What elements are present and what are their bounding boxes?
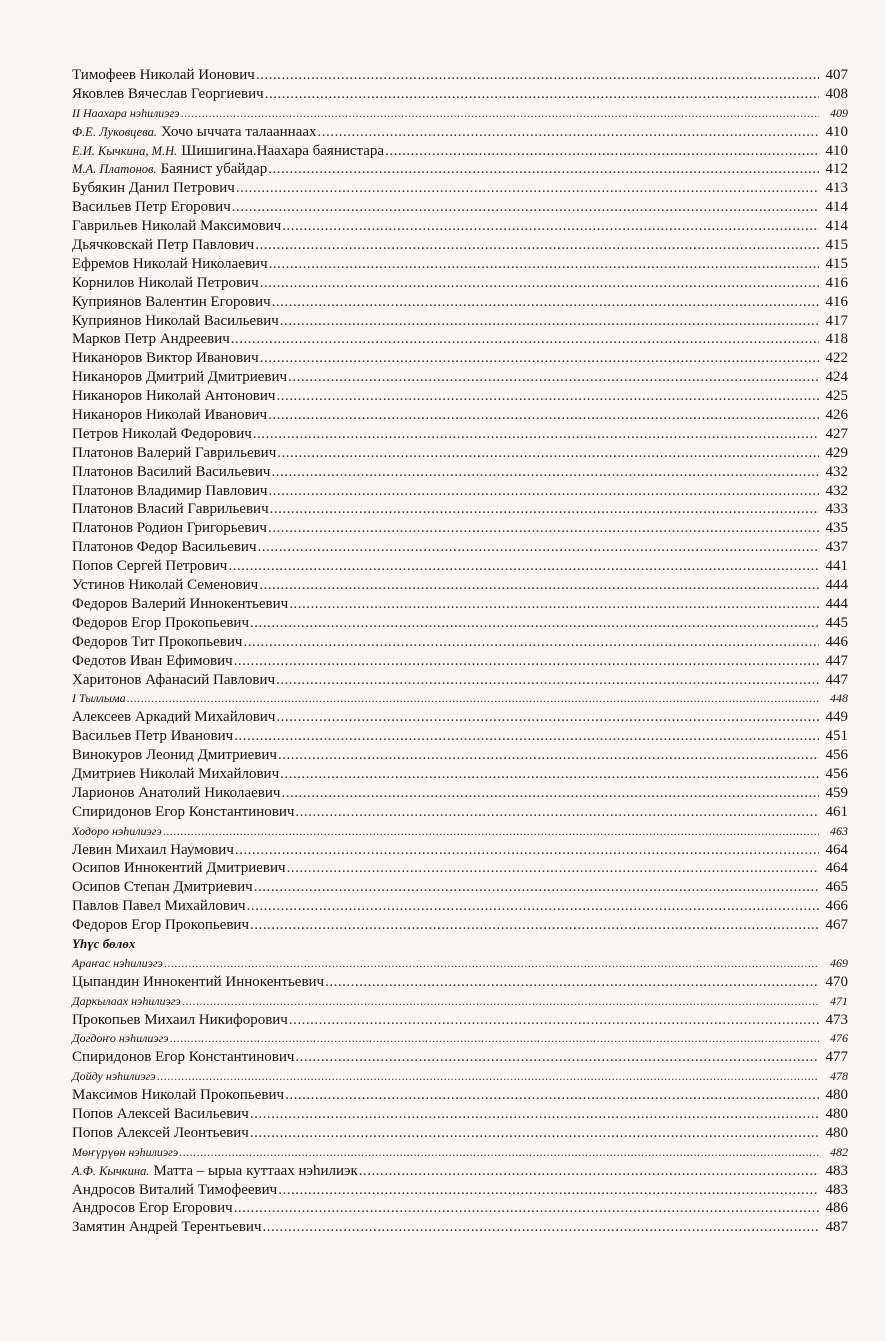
- toc-entry-row: [72, 897, 848, 916]
- toc-page-number: 429: [825, 444, 848, 461]
- dot-leader: [281, 784, 819, 803]
- toc-page-number: 477: [825, 1049, 848, 1066]
- dot-leader: [257, 538, 819, 557]
- dot-leader: [276, 387, 819, 406]
- toc-page-number: 417: [825, 312, 848, 329]
- toc-page-number: 471: [830, 993, 848, 1008]
- dot-leader: [260, 349, 819, 368]
- toc-entry-title: Дьячковскай Петр Павлович: [72, 237, 255, 254]
- toc-entry-title: Спиридонов Егор Константинович: [72, 803, 295, 820]
- toc-page-number: 461: [825, 803, 848, 820]
- dot-leader: [295, 803, 819, 822]
- toc-page-number: 467: [825, 917, 848, 934]
- toc-entry-title: Андросов Виталий Тимофеевич: [72, 1181, 278, 1198]
- toc-entry-title: Ефремов Николай Николаевич: [72, 255, 268, 272]
- toc-entry-row: [72, 142, 848, 161]
- toc-entry-row: [72, 444, 848, 463]
- dot-leader: [287, 859, 819, 878]
- dot-leader: [250, 1105, 819, 1124]
- toc-entry-row: [72, 519, 848, 538]
- toc-page-number: 432: [825, 463, 848, 480]
- dot-leader: [250, 916, 819, 935]
- toc-entry-row: [72, 1218, 848, 1237]
- dot-leader: [157, 1067, 819, 1086]
- dot-leader: [127, 689, 819, 708]
- toc-page-number: 463: [830, 823, 848, 838]
- toc-entry-row: [72, 1199, 848, 1218]
- toc-page-number: 464: [825, 860, 848, 877]
- toc-entry-title: Тимофеев Николай Ионович: [72, 67, 255, 83]
- dot-leader: [272, 293, 819, 312]
- toc-page-number: 433: [825, 501, 848, 518]
- toc-entry-title: Платонов Валерий Гаврильевич: [72, 444, 277, 461]
- toc-page-number: 416: [825, 274, 848, 291]
- toc-entry-title: Догдоҥо нэһилиэгэ: [72, 1031, 169, 1046]
- section-heading: Үһүс бөлөх: [72, 935, 136, 951]
- toc-entry-title: Павлов Павел Михайлович: [72, 898, 246, 915]
- toc-page-number: 446: [825, 633, 848, 650]
- toc-entry-row: [72, 217, 848, 236]
- toc-entry-row: [72, 274, 848, 293]
- toc-entry-row: [72, 614, 848, 633]
- toc-page-number: 456: [825, 765, 848, 782]
- toc-subsection-row: [72, 1029, 848, 1048]
- dot-leader: [234, 727, 819, 746]
- dot-leader: [280, 765, 819, 784]
- toc-entry-author: Ф.Е. Луковцева.: [72, 124, 157, 139]
- toc-entry-title: Марков Петр Андреевич: [72, 331, 230, 348]
- dot-leader: [268, 519, 819, 538]
- toc-page-number: 415: [825, 237, 848, 254]
- toc-entry-row: [72, 160, 848, 179]
- dot-leader: [181, 104, 819, 123]
- toc-entry-title: Гаврильев Николай Максимович: [72, 218, 282, 235]
- dot-leader: [295, 1048, 819, 1067]
- toc-entry-row: [72, 671, 848, 690]
- toc-page-number: 407: [825, 67, 848, 83]
- toc-page-number: 435: [825, 520, 848, 537]
- toc-entry-title: Попов Сергей Петрович: [72, 558, 228, 575]
- toc-entry-title: Петров Николай Федорович: [72, 425, 252, 442]
- toc-page-number: 415: [825, 255, 848, 272]
- dot-leader: [325, 973, 819, 992]
- toc-entry-row: [72, 66, 848, 85]
- toc-entry-title: Цыпандин Иннокентий Иннокентьевич: [72, 973, 325, 990]
- toc-page-number: 483: [825, 1181, 848, 1198]
- dot-leader: [163, 822, 819, 841]
- toc-entry-row: [72, 803, 848, 822]
- dot-leader: [250, 614, 819, 633]
- toc-entry-row: [72, 330, 848, 349]
- dot-leader: [280, 312, 819, 331]
- toc-entry-title: Араҥас нэһилиэгэ: [72, 955, 163, 970]
- dot-leader: [385, 142, 819, 161]
- toc-entry-title: Шишигина.Наахара баянистара: [181, 142, 385, 159]
- toc-entry-title: Платонов Владимир Павлович: [72, 482, 268, 499]
- toc-entry-row: [72, 1181, 848, 1200]
- toc-entry-title: Хочо ыччата талааннаах: [160, 123, 317, 140]
- toc-entry-title: Харитонов Афанасий Павлович: [72, 671, 276, 688]
- toc-page-number: 448: [830, 691, 848, 706]
- dot-leader: [235, 841, 819, 860]
- toc-entry-title: Яковлев Вячеслав Георгиевич: [72, 85, 264, 102]
- toc-entry-title: Платонов Родион Григорьевич: [72, 520, 267, 537]
- toc-entry-row: [72, 859, 848, 878]
- toc-page-number: 408: [825, 85, 848, 102]
- toc-entry-row: [72, 538, 848, 557]
- toc-subsection-row: [72, 104, 848, 123]
- toc-entry-title: Попов Алексей Леонтьевич: [72, 1124, 249, 1141]
- dot-leader: [288, 368, 819, 387]
- toc-entry-row: [72, 841, 848, 860]
- toc-page-number: 444: [825, 595, 848, 612]
- dot-leader: [170, 1029, 819, 1048]
- toc-page-number: 480: [825, 1087, 848, 1104]
- toc-entry-row: [72, 179, 848, 198]
- toc-page-number: 447: [825, 671, 848, 688]
- toc-entry-author: А.Ф. Кычкина.: [72, 1163, 150, 1178]
- toc-entry-row: [72, 198, 848, 217]
- toc-entry-row: [72, 1086, 848, 1105]
- toc-entry-row: [72, 236, 848, 255]
- dot-leader: [271, 463, 819, 482]
- toc-page-number: 478: [830, 1069, 848, 1084]
- toc-entry-title: Ходоро нэһилиэгэ: [72, 823, 162, 838]
- toc-page-number: 413: [825, 180, 848, 197]
- toc-page-number: 414: [825, 218, 848, 235]
- toc-entry-title: Максимов Николай Прокопьевич: [72, 1087, 285, 1104]
- toc-entry-row: [72, 255, 848, 274]
- dot-leader: [268, 406, 819, 425]
- toc-entry-row: [72, 746, 848, 765]
- toc-page-number: 410: [825, 123, 848, 140]
- dot-leader: [276, 671, 819, 690]
- toc-entry-title: Никаноров Виктор Иванович: [72, 350, 259, 367]
- toc-entry-title: Даркылаах нэһилиэгэ: [72, 993, 181, 1008]
- toc-page-number: 418: [825, 331, 848, 348]
- toc-entry-row: [72, 406, 848, 425]
- toc-entry-title: Осипов Степан Дмитриевич: [72, 879, 253, 896]
- toc-page-number: 464: [825, 841, 848, 858]
- toc-page-number: 424: [825, 369, 848, 386]
- toc-page-number: 410: [825, 142, 848, 159]
- toc-page-number: 444: [825, 577, 848, 594]
- toc-entry-title: Васильев Петр Егорович: [72, 199, 231, 216]
- toc-entry-title: Бубякин Данил Петрович: [72, 180, 235, 197]
- toc-page-number: 437: [825, 539, 848, 556]
- toc-entry-title: Васильев Петр Иванович: [72, 728, 234, 745]
- toc-page-number: 480: [825, 1105, 848, 1122]
- dot-leader: [232, 198, 819, 217]
- toc-entry-row: [72, 123, 848, 142]
- dot-leader: [278, 1181, 819, 1200]
- dot-leader: [282, 217, 819, 236]
- toc-page-number: 409: [830, 105, 848, 120]
- toc-page-number: 456: [825, 747, 848, 764]
- toc-entry-title: Куприянов Валентин Егорович: [72, 293, 271, 310]
- toc-entry-title: Попов Алексей Васильевич: [72, 1105, 249, 1122]
- toc-page-number: 441: [825, 558, 848, 575]
- toc-page-number: 447: [825, 652, 848, 669]
- toc-entry-row: [72, 595, 848, 614]
- toc-page-number: 486: [825, 1200, 848, 1217]
- dot-leader: [254, 878, 819, 897]
- toc-page-number: 469: [830, 955, 848, 970]
- toc-page-number: 451: [825, 728, 848, 745]
- dot-leader: [289, 1011, 819, 1030]
- toc-entry-title: Никаноров Дмитрий Дмитриевич: [72, 369, 288, 386]
- toc-page-number: 466: [825, 898, 848, 915]
- toc-entry-title: Федоров Валерий Иннокентьевич: [72, 595, 289, 612]
- toc-entry-row: [72, 368, 848, 387]
- toc-entry-title: Мөҥүрүөн нэһилиэгэ: [72, 1144, 179, 1159]
- toc-entry-title: Винокуров Леонид Дмитриевич: [72, 747, 277, 764]
- dot-leader: [276, 708, 819, 727]
- toc-entry-row: [72, 765, 848, 784]
- toc-entry-title: Ларионов Анатолий Николаевич: [72, 784, 281, 801]
- dot-leader: [260, 274, 819, 293]
- toc-entry-title: Платонов Федор Васильевич: [72, 539, 257, 556]
- dot-leader: [318, 123, 819, 142]
- toc-entry-title: Дмитриев Николай Михайлович: [72, 765, 280, 782]
- toc-subsection-row: [72, 1067, 848, 1086]
- toc-entry-row: [72, 1124, 848, 1143]
- table-of-contents: [72, 66, 848, 1237]
- toc-entry-row: [72, 500, 848, 519]
- toc-entry-row: [72, 1048, 848, 1067]
- toc-entry-title: Федотов Иван Ефимович: [72, 652, 233, 669]
- dot-leader: [256, 66, 819, 85]
- dot-leader: [268, 482, 819, 501]
- toc-entry-title: Левин Михаил Наумович: [72, 841, 234, 858]
- toc-entry-row: [72, 387, 848, 406]
- dot-leader: [270, 500, 819, 519]
- dot-leader: [285, 1086, 819, 1105]
- toc-page-number: 473: [825, 1011, 848, 1028]
- toc-entry-title: Матта – ырыа куттаах нэһилиэк: [153, 1162, 358, 1179]
- toc-page-number: 427: [825, 425, 848, 442]
- dot-leader: [259, 576, 819, 595]
- toc-page-number: 465: [825, 879, 848, 896]
- dot-leader: [359, 1162, 819, 1181]
- toc-page-number: 480: [825, 1124, 848, 1141]
- toc-entry-title: Федоров Тит Прокопьевич: [72, 633, 243, 650]
- toc-entry-title: Прокопьев Михаил Никифорович: [72, 1011, 288, 1028]
- toc-entry-row: [72, 463, 848, 482]
- toc-page-number: 425: [825, 388, 848, 405]
- toc-page-number: 483: [825, 1162, 848, 1179]
- dot-leader: [179, 1143, 819, 1162]
- toc-entry-title: Платонов Василий Васильевич: [72, 463, 271, 480]
- dot-leader: [182, 992, 819, 1011]
- dot-leader: [247, 897, 819, 916]
- toc-entry-row: [72, 784, 848, 803]
- dot-leader: [243, 633, 819, 652]
- toc-entry-row: [72, 633, 848, 652]
- dot-leader: [228, 557, 819, 576]
- dot-leader: [234, 652, 819, 671]
- toc-subsection-row: [72, 1143, 848, 1162]
- toc-entry-author: М.А. Платонов.: [72, 162, 157, 177]
- toc-page-number: 422: [825, 350, 848, 367]
- dot-leader: [269, 255, 819, 274]
- toc-block-1: [72, 66, 848, 935]
- toc-entry-row: [72, 482, 848, 501]
- toc-subsection-row: [72, 954, 848, 973]
- dot-leader: [234, 1199, 819, 1218]
- toc-entry-title: Федоров Егор Прокопьевич: [72, 917, 250, 934]
- dot-leader: [265, 85, 819, 104]
- toc-entry-row: [72, 727, 848, 746]
- toc-entry-row: [72, 916, 848, 935]
- toc-entry-title: Спиридонов Егор Константинович: [72, 1049, 295, 1066]
- toc-entry-title: Никаноров Николай Иванович: [72, 407, 268, 424]
- dot-leader: [289, 595, 819, 614]
- toc-page-number: 412: [825, 161, 848, 178]
- toc-entry-row: [72, 708, 848, 727]
- toc-entry-row: [72, 1105, 848, 1124]
- toc-entry-title: Куприянов Николай Васильевич: [72, 312, 279, 329]
- toc-page-number: 426: [825, 407, 848, 424]
- toc-entry-row: [72, 312, 848, 331]
- toc-entry-title: Федоров Егор Прокопьевич: [72, 614, 250, 631]
- toc-entry-title: I Тыллыма: [72, 691, 126, 706]
- toc-page-number: 470: [825, 973, 848, 990]
- toc-entry-title: Платонов Власий Гаврильевич: [72, 501, 269, 518]
- toc-page-number: 445: [825, 614, 848, 631]
- dot-leader: [268, 160, 819, 179]
- toc-entry-row: [72, 349, 848, 368]
- toc-entry-title: Андросов Егор Егорович: [72, 1200, 233, 1217]
- toc-entry-author: Е.И. Кычкина, М.Н.: [72, 143, 178, 158]
- toc-subsection-row: [72, 822, 848, 841]
- toc-entry-row: [72, 293, 848, 312]
- toc-page-number: 476: [830, 1031, 848, 1046]
- dot-leader: [236, 179, 819, 198]
- toc-entry-row: [72, 878, 848, 897]
- toc-page-number: 414: [825, 199, 848, 216]
- toc-subsection-row: [72, 992, 848, 1011]
- toc-entry-row: [72, 557, 848, 576]
- toc-block-2: [72, 954, 848, 1237]
- toc-entry-row: [72, 652, 848, 671]
- dot-leader: [277, 444, 819, 463]
- toc-entry-title: Дойду нэһилиэгэ: [72, 1069, 156, 1084]
- dot-leader: [253, 425, 819, 444]
- dot-leader: [278, 746, 819, 765]
- toc-page-number: 487: [825, 1219, 848, 1236]
- dot-leader: [250, 1124, 819, 1143]
- toc-entry-title: II Наахара нэһилиэгэ: [72, 105, 180, 120]
- toc-entry-row: [72, 425, 848, 444]
- toc-entry-title: Замятин Андрей Терентьевич: [72, 1219, 262, 1236]
- toc-page-number: 482: [830, 1144, 848, 1159]
- dot-leader: [263, 1218, 820, 1237]
- toc-entry-row: [72, 576, 848, 595]
- toc-page-number: 416: [825, 293, 848, 310]
- toc-entry-title: Никаноров Николай Антонович: [72, 388, 276, 405]
- toc-entry-row: [72, 973, 848, 992]
- toc-entry-title: Устинов Николай Семенович: [72, 577, 259, 594]
- toc-entry-title: Корнилов Николай Петрович: [72, 274, 259, 291]
- toc-entry-title: Алексеев Аркадий Михайлович: [72, 709, 276, 726]
- toc-entry-row: [72, 1011, 848, 1030]
- toc-entry-title: Осипов Иннокентий Дмитриевич: [72, 860, 286, 877]
- toc-entry-row: [72, 85, 848, 104]
- toc-entry-title: Баянист убайдар: [160, 161, 268, 178]
- dot-leader: [255, 236, 819, 255]
- toc-subsection-row: [72, 689, 848, 708]
- toc-page-number: 432: [825, 482, 848, 499]
- toc-page-number: 459: [825, 784, 848, 801]
- dot-leader: [164, 954, 819, 973]
- toc-page-number: 449: [825, 709, 848, 726]
- dot-leader: [231, 330, 819, 349]
- toc-entry-row: [72, 1162, 848, 1181]
